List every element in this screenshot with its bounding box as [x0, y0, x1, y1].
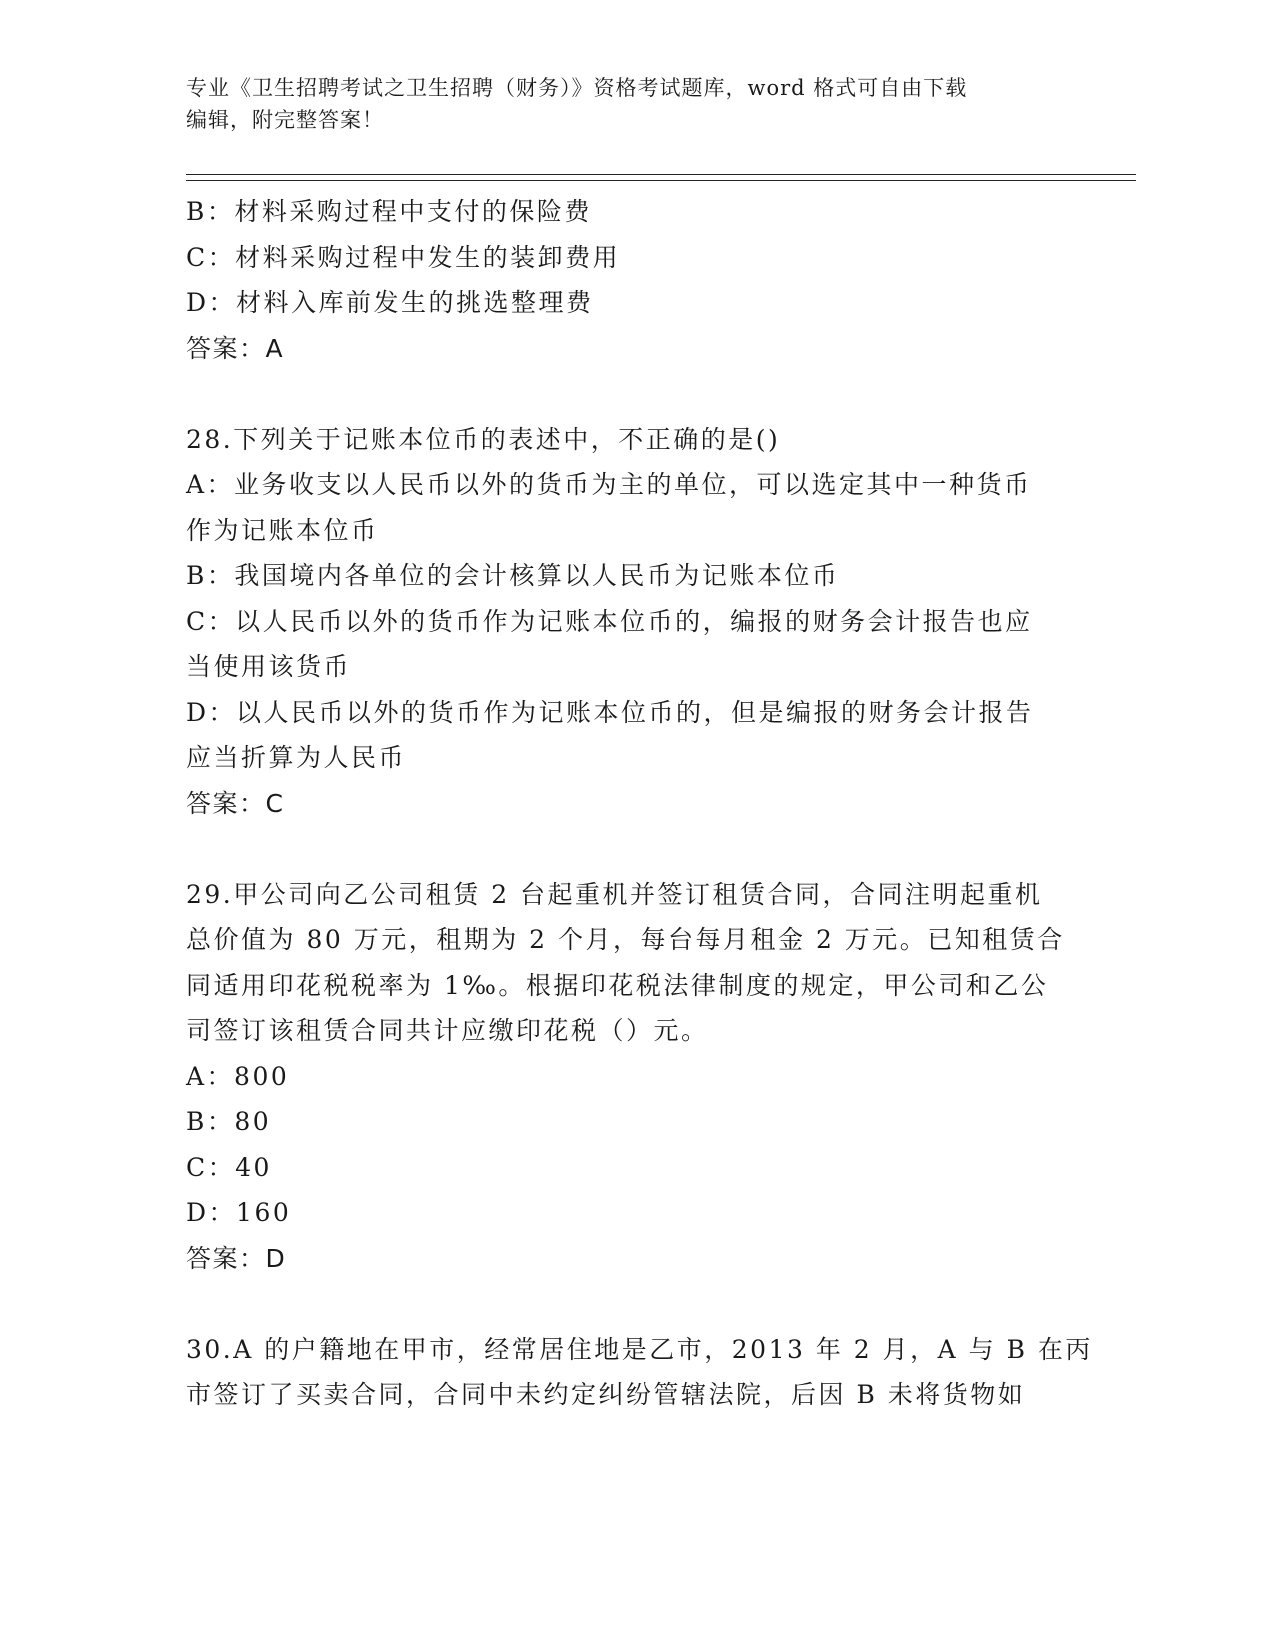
question-text: 30.A 的户籍地在甲市，经常居住地是乙市，2013 年 2 月，A 与 B 在丙	[186, 1334, 1093, 1364]
question-text-continued: 司签订该租赁合同共计应缴印花税（）元。	[186, 1016, 709, 1045]
header-rule-top	[186, 174, 1136, 175]
question-text: 29.甲公司向乙公司租赁 2 台起重机并签订租赁合同，合同注明起重机	[186, 879, 1043, 909]
option-d: D：以人民币以外的货币作为记账本位币的，但是编报的财务会计报告	[186, 697, 1034, 727]
option-a-continued: 作为记账本位币	[186, 515, 379, 545]
header-line-2: 编辑，附完整答案！	[186, 108, 384, 132]
option-c: C：40	[186, 1152, 272, 1182]
spacer	[186, 1281, 1066, 1327]
option-b: B：我国境内各单位的会计核算以人民币为记账本位币	[186, 561, 840, 590]
header-rule-bottom	[186, 180, 1136, 181]
question-28	[186, 417, 1066, 827]
header-line-1: 专业《卫生招聘考试之卫生招聘（财务）》资格考试题库，word 格式可自由下载	[186, 76, 968, 100]
option-d: D：材料入库前发生的挑选整理费	[186, 288, 594, 317]
answer: 答案：D	[186, 1243, 287, 1273]
question-30	[186, 1327, 1093, 1418]
option-c: C：材料采购过程中发生的装卸费用	[186, 242, 621, 272]
answer: 答案：C	[186, 788, 285, 818]
question-text: 28.下列关于记账本位币的表述中，不正确的是()	[186, 424, 781, 454]
question-27-tail	[186, 189, 1066, 371]
option-c: C：以人民币以外的货币作为记账本位币的，编报的财务会计报告也应	[186, 606, 1033, 636]
document-body	[186, 189, 1093, 1418]
option-c-continued: 当使用该货币	[186, 652, 352, 681]
option-b: B：80	[186, 1107, 272, 1136]
spacer	[186, 371, 1066, 417]
option-a: A：业务收支以人民币以外的货币为主的单位，可以选定其中一种货币	[186, 470, 1032, 499]
spacer	[186, 826, 1066, 872]
option-d: D：160	[186, 1198, 292, 1227]
question-text-continued: 市签订了买卖合同，合同中未约定纠纷管辖法院，后因 B 未将货物如	[186, 1380, 1026, 1409]
option-d-continued: 应当折算为人民币	[186, 743, 407, 772]
question-29	[186, 872, 1066, 1282]
option-a: A：800	[186, 1061, 290, 1091]
question-text-continued: 同适用印花税税率为 1‰。根据印花税法律制度的规定，甲公司和乙公	[186, 970, 1049, 1000]
document-header	[186, 72, 1066, 136]
option-b: B：材料采购过程中支付的保险费	[186, 197, 592, 226]
answer: 答案：A	[186, 333, 285, 363]
question-text-continued: 总价值为 80 万元，租期为 2 个月，每台每月租金 2 万元。已知租赁合	[186, 925, 1065, 954]
